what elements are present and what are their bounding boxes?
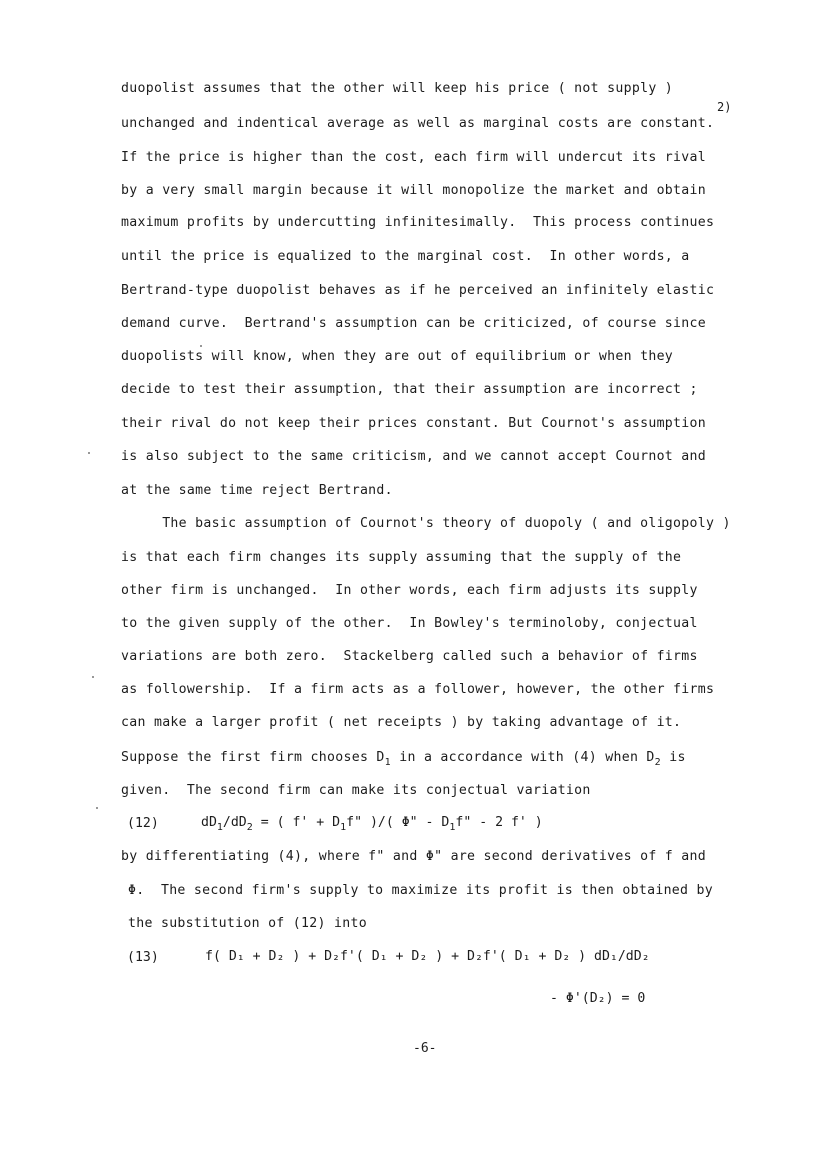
text-line-13: at the same time reject Bertrand.: [121, 483, 393, 498]
suppose-part3: is: [661, 750, 686, 765]
eq12-c: = ( f' + D: [252, 815, 341, 830]
equation-13-line-1: f( D₁ + D₂ ) + D₂f'( D₁ + D₂ ) + D₂f'( D₁ + D₂ ) dD₁/dD₂: [205, 949, 650, 964]
text-line-18: variations are both zero. Stackelberg called such a behavior of firms: [121, 649, 698, 664]
text-line-10: decide to test their assumption, that their assumption are incorrect ;: [121, 382, 698, 397]
eq12-e: f" - 2 f' ): [455, 815, 543, 830]
text-line-after12-2: Φ. The second firm's supply to maximize its profit is then obtained by: [128, 883, 714, 898]
text-line-3: If the price is higher than the cost, each firm will undercut its rival: [121, 150, 707, 165]
text-line-given: given. The second firm can make its conjectual variation: [121, 783, 591, 798]
text-line-2: unchanged and indentical average as well as marginal costs are constant.: [121, 116, 715, 131]
text-line-11: their rival do not keep their prices constant. But Cournot's assumption: [121, 416, 707, 431]
scan-speck: [92, 676, 94, 678]
suppose-part1: Suppose the first firm chooses D: [121, 750, 385, 765]
eq12-c-sub: 1: [340, 822, 347, 833]
eq12-b-sub: 2: [246, 822, 253, 833]
text-line-9: duopolists will know, when they are out of equilibrium or when they: [121, 349, 674, 364]
footnote-mark: 2): [717, 100, 732, 114]
text-line-5: maximum profits by undercutting infinitesimally. This process continues: [121, 215, 715, 230]
equation-13-line-2: - Φ'(D₂) = 0: [550, 991, 646, 1006]
equation-13-label: (13): [127, 950, 159, 965]
scan-speck: [200, 345, 202, 347]
scan-speck: [88, 452, 90, 454]
text-line-after12-1: by differentiating (4), where f" and Φ" are second derivatives of f and: [121, 849, 707, 864]
text-line-8: demand curve. Bertrand's assumption can be criticized, of course since: [121, 316, 707, 331]
text-line-17: to the given supply of the other. In Bowley's terminoloby, conjectual: [121, 616, 698, 631]
text-line-20: can make a larger profit ( net receipts ) by taking advantage of it.: [121, 715, 682, 730]
scan-speck: [96, 807, 98, 809]
text-line-16: other firm is unchanged. In other words, each firm adjusts its supply: [121, 583, 698, 598]
suppose-sub1: 1: [384, 757, 391, 768]
text-line-19: as followership. If a firm acts as a follower, however, the other firms: [121, 682, 715, 697]
suppose-part2: in a accordance with (4) when D: [391, 750, 655, 765]
eq12-a: dD: [201, 815, 217, 830]
equation-12: [201, 815, 543, 833]
text-line-6: until the price is equalized to the marginal cost. In other words, a: [121, 249, 690, 264]
text-line-14: The basic assumption of Cournot's theory of duopoly ( and oligopoly ): [121, 516, 731, 531]
text-line-after12-3: the substitution of (12) into: [128, 916, 367, 931]
text-line-4: by a very small margin because it will monopolize the market and obtain: [121, 183, 707, 198]
equation-12-label: (12): [127, 816, 159, 831]
eq12-a-sub: 1: [216, 822, 223, 833]
text-line-15: is that each firm changes its supply assuming that the supply of the: [121, 550, 682, 565]
eq12-d: f" )/( Φ" - D: [346, 815, 450, 830]
text-line-suppose: [121, 749, 686, 767]
eq12-d-sub: 1: [449, 822, 456, 833]
suppose-sub2: 2: [654, 757, 661, 768]
text-line-12: is also subject to the same criticism, and we cannot accept Cournot and: [121, 449, 707, 464]
text-line-1: duopolist assumes that the other will keep his price ( not supply ): [121, 81, 674, 96]
text-line-7: Bertrand-type duopolist behaves as if he perceived an infinitely elastic: [121, 283, 715, 298]
eq12-b: /dD: [222, 815, 247, 830]
page-number: -6-: [413, 1041, 437, 1056]
